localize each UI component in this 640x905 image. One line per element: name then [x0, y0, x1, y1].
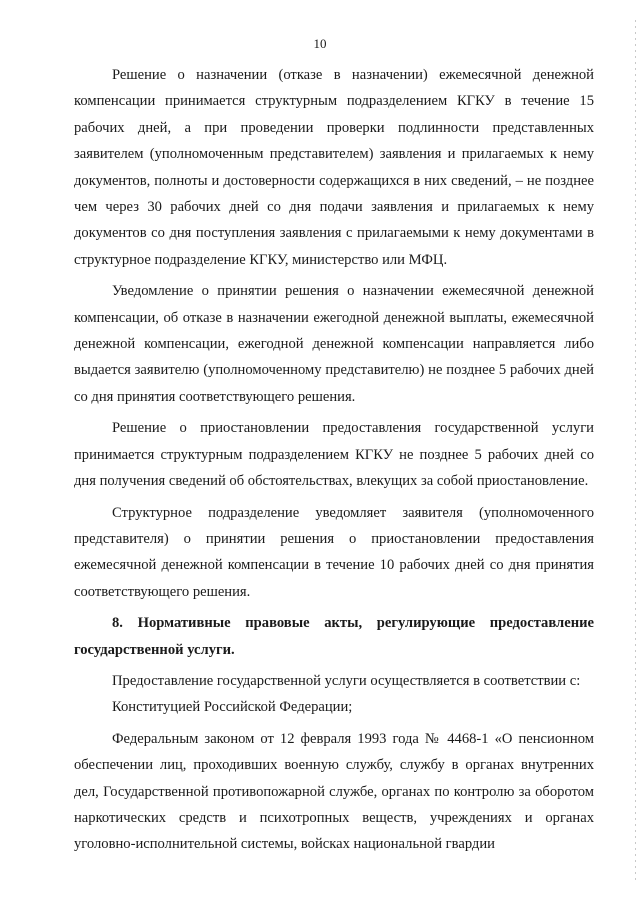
paragraph-notification: Уведомление о принятии решения о назначении ежемесячной денежной компенсации, об отказе в назначении ежегодной денежной выплаты, ежемесячной денежной компенсации, ежегодной денежной компенсации направляется либо выдается заявителю (уполномоченному представителю) не позднее 5 рабочих дней со дня принятия соответствующего решения.: [74, 283, 594, 405]
paragraph-decision-term: Решение о назначении (отказе в назначении) ежемесячной денежной компенсации принимается структурным подразделением КГКУ в течение 15 рабочих дней, а при проведении проверки подлинности представленных заявителем (уполномоченным представителем) заявления и прилагаемых к нему документов, полноты и достоверности содержащихся в них сведений, – не позднее чем через 30 рабочих дней со дня подачи заявления и прилагаемых к нему документов со дня поступления заявления с прилагаемыми к нему документами в структурное подразделение КГКУ, министерство или МФЦ.: [74, 67, 594, 268]
paragraph-suspension-notice: Структурное подразделение уведомляет заявителя (уполномоченного представителя) о принятии решения о приостановлении предоставления ежемесячной денежной компенсации в течение 10 рабочих дней со дня принятия соответствующего решения.: [74, 504, 594, 600]
paragraph-suspension-decision: Решение о приостановлении предоставления государственной услуги принимается структурным подразделением КГКУ не позднее 5 рабочих дней со дня получения сведений об обстоятельствах, влекущих за собой приостановление.: [74, 420, 594, 490]
paragraph-legal-basis-intro: Предоставление государственной услуги осуществляется в соответствии с:: [112, 672, 581, 689]
section-heading: 8. Нормативные правовые акты, регулирующие предоставление государственной услуги.: [74, 615, 594, 658]
document-body: [74, 62, 594, 863]
scan-edge-mark: [635, 20, 636, 880]
page-number: 10: [313, 36, 327, 51]
paragraph-constitution: Конституцией Российской Федерации;: [112, 699, 353, 716]
paragraph-federal-law: Федеральным законом от 12 февраля 1993 года № 4468-1 «О пенсионном обеспечении лиц, проходивших военную службу, службу в органах внутренних дел, Государственной противопожарной службе, органах по контролю за оборотом наркотических средств и психотропных веществ, учреждениях и органах уголовно-исполнительной системы, войсках национальной гвардии: [74, 730, 594, 853]
